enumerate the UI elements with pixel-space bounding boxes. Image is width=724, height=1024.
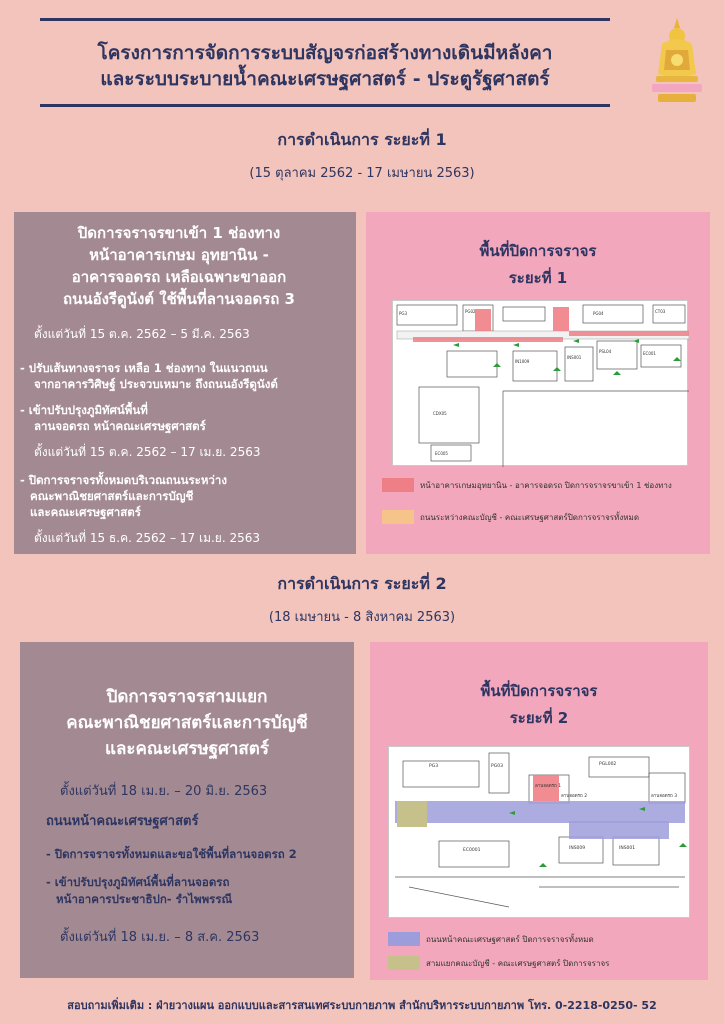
phase2-map-label-7: INS009	[569, 846, 586, 851]
phase1-map-label-3: CT03	[655, 309, 666, 314]
phase2-map-label-2: PGL002	[599, 762, 617, 767]
phase1-bullet-2	[20, 402, 354, 434]
phase1-map-label-5: EC001	[643, 351, 656, 356]
phase2-map-label-3: ลานจอดรถ 1	[535, 784, 562, 789]
phase1-map	[392, 300, 688, 466]
phase1-legend-1-swatch	[382, 478, 414, 492]
phase1-map-label-9: EC005	[435, 451, 448, 456]
phase1-legend-2	[382, 510, 639, 524]
phase1-map-label-6: IN1009	[515, 359, 530, 364]
title-line-2: และระบบระบายน้ำคณะเศรษฐศาสตร์ - ประตูรัฐศาสตร์	[100, 68, 550, 90]
phase1-bullet-1-line-b: จากอาคารวิศิษฐ์ ประจวบเหมาะ ถึงถนนอังรีดูนังต์	[34, 377, 278, 391]
phase1-map-label-8: CDX05	[433, 411, 447, 416]
phase1-bullet-2-line-b: ลานจอดรถ หน้าคณะเศรษฐศาสตร์	[34, 419, 206, 433]
phase2-subheading: ถนนหน้าคณะเศรษฐศาสตร์	[46, 814, 199, 829]
phase2-map-label-8: INS001	[619, 846, 636, 851]
phase1-bullet-3-line-c: และคณะเศรษฐศาสตร์	[30, 505, 141, 519]
phase2-map-panel	[370, 642, 708, 980]
phase1-legend-1	[382, 478, 672, 492]
phase2-heading: การดำเนินการ ระยะที่ 2	[277, 574, 447, 593]
page-title	[40, 40, 610, 92]
phase2-since-1: ตั้งแต่วันที่ 18 เม.ย. – 20 มิ.ย. 2563	[60, 784, 268, 799]
phase2-map-heading	[370, 678, 708, 732]
phase1-map-label-1: PG02	[465, 309, 476, 314]
header-rule-top	[40, 18, 610, 21]
contact-footer: สอบถามเพิ่มเติม : ฝ่ายวางแผน ออกแบบและสารสนเทศระบบกายภาพ สำนักบริหารระบบกายภาพ โทร. 0-2218-0250- 52	[67, 999, 657, 1012]
phase1-legend-1-label: หน้าอาคารเกษมอุทยานิน - อาคารจอดรถ ปิดการจราจรขาเข้า 1 ช่องทาง	[420, 480, 672, 490]
phase1-map-heading-2: ระยะที่ 1	[508, 269, 568, 287]
phase1-bullet-3-line-b: คณะพาณิชยศาสตร์และการบัญชี	[30, 489, 194, 503]
phase1-head-line-1: ปิดการจราจรขาเข้า 1 ช่องทาง	[77, 224, 281, 242]
phase2-dates: (18 เมษายน - 8 สิงหาคม 2563)	[268, 610, 456, 625]
phase1-map-label-4: PSL04	[599, 349, 612, 354]
phase1-since-2: ตั้งแต่วันที่ 15 ต.ค. 2562 – 17 เม.ย. 2563	[34, 445, 261, 459]
phase1-since-1: ตั้งแต่วันที่ 15 ต.ค. 2562 – 5 มี.ค. 2563	[34, 327, 250, 341]
phase2-map-label-5: ลานจอดรถ 3	[651, 794, 678, 799]
phase1-closure-heading	[14, 222, 344, 310]
phase2-closure-heading	[20, 684, 354, 762]
phase1-head-line-2: หน้าอาคารเกษม อุทยานิน -	[89, 246, 269, 264]
phase1-map-label-0: PG3	[399, 311, 408, 316]
phase2-map-drawing	[389, 747, 691, 919]
title-line-1: โครงการการจัดการระบบสัญจรก่อสร้างทางเดินมีหลังคา	[97, 42, 553, 64]
phase1-map-drawing	[393, 301, 689, 467]
phase2-map-label-0: PG3	[429, 764, 439, 769]
phase2-map-label-1: PG03	[491, 764, 503, 769]
phase1-bullet-3-line-a: - ปิดการจราจรทั้งหมดบริเวณถนนระหว่าง	[20, 473, 227, 487]
phase1-head-line-3: อาคารจอดรถ เหลือเฉพาะขาออก	[71, 268, 287, 286]
phase1-head-line-4: ถนนอังรีดูนังต์ ใช้พื้นที่ลานจอดรถ 3	[62, 290, 295, 308]
phase2-legend-2-swatch	[388, 956, 420, 970]
phase1-info-panel	[14, 212, 356, 554]
phase2-head-line-3: และคณะเศรษฐศาสตร์	[105, 739, 269, 759]
phase2-bullet-1: - ปิดการจราจรทั้งหมดและขอใช้พื้นที่ลานจอดรถ 2	[46, 847, 297, 861]
phase2-map-label-6: EC0001	[463, 848, 481, 853]
phase2-bullet-2-line-a: - เข้าปรับปรุงภูมิทัศน์พื้นที่ลานจอดรถ	[46, 875, 230, 889]
phase2-legend-1-swatch	[388, 932, 420, 946]
phase2-bullet-2	[46, 874, 232, 908]
phase1-bullet-1-line-a: - ปรับเส้นทางจราจร เหลือ 1 ช่องทาง ในแนวถนน	[20, 361, 268, 375]
phase2-legend-2	[388, 956, 609, 970]
phase1-heading: การดำเนินการ ระยะที่ 1	[277, 130, 447, 149]
phase1-map-heading-1: พื้นที่ปิดการจราจร	[479, 242, 597, 260]
phase1-map-label-2: PG04	[593, 311, 604, 316]
header-rule-bottom	[40, 104, 610, 107]
phase1-bullet-3	[20, 472, 354, 520]
phase2-map	[388, 746, 690, 918]
phase2-legend-1	[388, 932, 594, 946]
phase1-map-label-7: INS001	[567, 355, 582, 360]
phase2-legend-1-label: ถนนหน้าคณะเศรษฐศาสตร์ ปิดการจราจรทั้งหมด	[426, 934, 594, 944]
phase2-head-line-2: คณะพาณิชยศาสตร์และการบัญชี	[66, 713, 308, 733]
phase1-legend-2-swatch	[382, 510, 414, 524]
phase2-map-heading-1: พื้นที่ปิดการจราจร	[480, 682, 598, 700]
phase2-info-panel	[20, 642, 354, 978]
phase2-since-2: ตั้งแต่วันที่ 18 เม.ย. – 8 ส.ค. 2563	[60, 930, 260, 945]
phase2-map-label-4: ลานจอดรถ 2	[561, 794, 588, 799]
phase1-dates: (15 ตุลาคม 2562 - 17 เมษายน 2563)	[249, 166, 475, 181]
phase2-map-heading-2: ระยะที่ 2	[509, 709, 569, 727]
phase1-bullet-1	[20, 360, 354, 392]
phase2-legend-2-label: สามแยกคณะบัญชี - คณะเศรษฐศาสตร์ ปิดการจราจร	[426, 958, 610, 968]
university-emblem-icon	[644, 14, 710, 110]
phase1-bullet-2-line-a: - เข้าปรับปรุงภูมิทัศน์พื้นที่	[20, 403, 148, 417]
phase1-since-3: ตั้งแต่วันที่ 15 ธ.ค. 2562 – 17 เม.ย. 2563	[34, 531, 261, 545]
phase2-head-line-1: ปิดการจราจรสามแยก	[106, 687, 268, 707]
phase1-map-panel	[366, 212, 710, 554]
phase2-bullet-2-line-b: หน้าอาคารประชาธิปก- รำไพพรรณี	[56, 892, 233, 906]
phase1-legend-2-label: ถนนระหว่างคณะบัญชี - คณะเศรษฐศาสตร์ปิดการจราจรทั้งหมด	[420, 512, 640, 522]
phase1-map-heading	[366, 238, 710, 292]
